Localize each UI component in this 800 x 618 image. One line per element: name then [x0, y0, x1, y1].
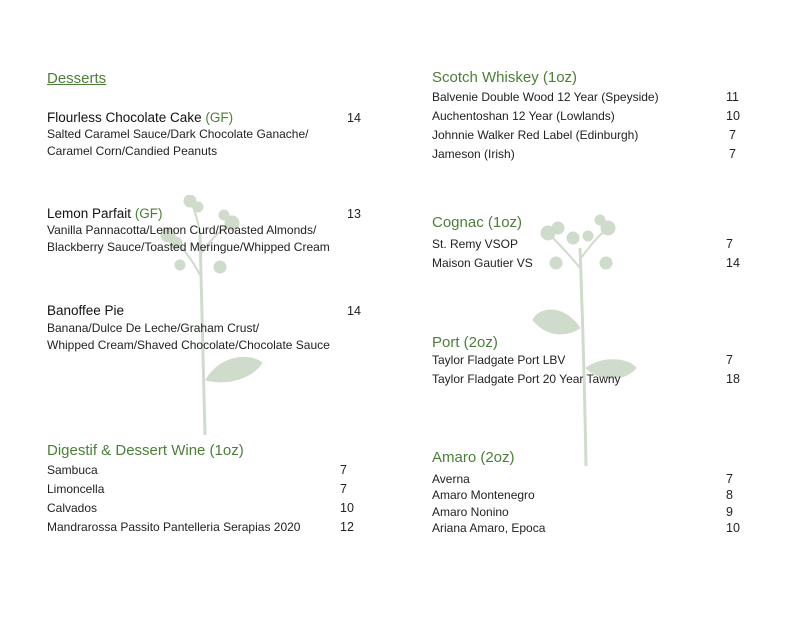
digestif-heading: Digestif & Dessert Wine (1oz) — [47, 442, 244, 459]
item-price: 9 — [726, 505, 733, 519]
item-price: 7 — [726, 472, 733, 486]
list-item: Balvenie Double Wood 12 Year (Speyside) — [432, 90, 659, 104]
list-item: Taylor Fladgate Port LBV — [432, 353, 566, 367]
item-price: 13 — [347, 207, 361, 221]
item-price: 14 — [347, 304, 361, 318]
item-description: Vanilla Pannacotta/Lemon Curd/Roasted Almonds/ — [47, 223, 317, 237]
item-description: Banana/Dulce De Leche/Graham Crust/ — [47, 321, 260, 335]
item-price: 7 — [726, 353, 733, 367]
list-item: Limoncella — [47, 482, 105, 496]
menu-item-name — [47, 110, 233, 125]
list-item: Sambuca — [47, 463, 98, 477]
amaro-heading: Amaro (2oz) — [432, 449, 515, 466]
list-item: Johnnie Walker Red Label (Edinburgh) — [432, 128, 639, 142]
port-heading: Port (2oz) — [432, 334, 498, 351]
item-price: 18 — [726, 372, 740, 386]
item-description: Caramel Corn/Candied Peanuts — [47, 144, 218, 158]
item-price: 7 — [340, 482, 347, 496]
item-price: 7 — [729, 128, 736, 142]
list-item: Ariana Amaro, Epoca — [432, 521, 546, 535]
item-price: 10 — [726, 521, 740, 535]
list-item: Taylor Fladgate Port 20 Year Tawny — [432, 372, 621, 386]
item-price: 8 — [726, 488, 733, 502]
item-price: 7 — [726, 237, 733, 251]
list-item: Amaro Nonino — [432, 505, 509, 519]
list-item: Maison Gautier VS — [432, 256, 533, 270]
item-price: 10 — [726, 109, 740, 123]
item-price: 7 — [340, 463, 347, 477]
item-price: 12 — [340, 520, 354, 534]
item-title: Banoffee Pie — [47, 303, 125, 318]
item-title: Lemon Parfait — [47, 206, 132, 221]
item-description: Salted Caramel Sauce/Dark Chocolate Ganache/ — [47, 127, 309, 141]
desserts-heading: Desserts — [47, 70, 107, 87]
list-item: Auchentoshan 12 Year (Lowlands) — [432, 109, 615, 123]
list-item: Mandrarossa Passito Pantelleria Serapias 2020 — [47, 520, 301, 534]
item-description: Blackberry Sauce/Toasted Meringue/Whipped Cream — [47, 240, 330, 254]
item-price: 7 — [729, 147, 736, 161]
menu-item-name — [47, 206, 163, 221]
scotch-heading: Scotch Whiskey (1oz) — [432, 69, 578, 86]
menu-item-name — [47, 303, 124, 318]
list-item: Amaro Montenegro — [432, 488, 535, 502]
list-item: Jameson (Irish) — [432, 147, 515, 161]
gluten-free-tag: (GF) — [205, 110, 234, 125]
cognac-heading: Cognac (1oz) — [432, 214, 523, 231]
item-price: 10 — [340, 501, 354, 515]
plant-illustration-right — [528, 208, 648, 468]
item-description: Whipped Cream/Shaved Chocolate/Chocolate Sauce — [47, 338, 330, 352]
item-price: 11 — [726, 90, 739, 104]
list-item: Calvados — [47, 501, 98, 515]
list-item: Averna — [432, 472, 470, 486]
list-item: St. Remy VSOP — [432, 237, 519, 251]
gluten-free-tag: (GF) — [134, 206, 163, 221]
item-price: 14 — [726, 256, 740, 270]
item-price: 14 — [347, 111, 361, 125]
item-title: Flourless Chocolate Cake — [47, 110, 202, 125]
